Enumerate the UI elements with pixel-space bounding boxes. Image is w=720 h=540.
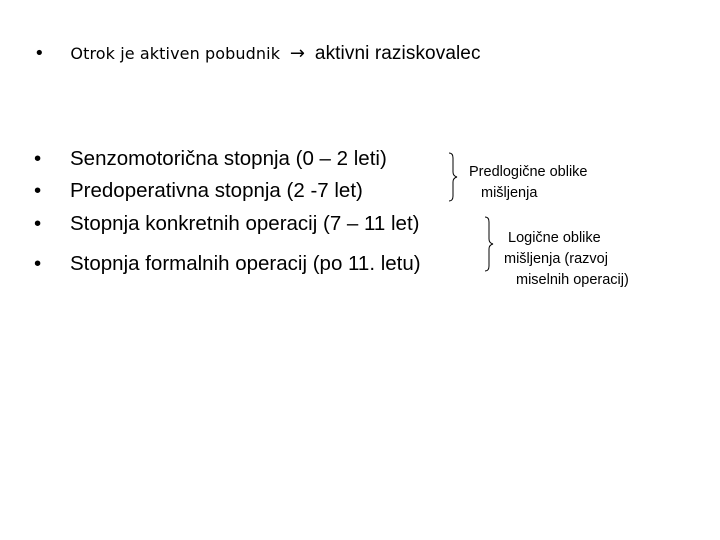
stage-item-sensorimotor [34,147,387,171]
note-logical [504,228,629,291]
stage-text: Predoperativna stopnja (2 -7 let) [70,179,363,202]
note-logical-line1: Logične oblike [508,230,601,246]
stage-bullet: • [34,212,42,235]
stage-item-formal-operations [34,252,421,276]
brace-logical-icon [482,216,496,272]
intro-text-end: aktivni raziskovalec [314,43,481,64]
note-logical-line2: mišljenja (razvoj [504,251,608,267]
stage-bullet: • [34,252,42,275]
note-logical-line3: miselnih operacij) [516,272,629,288]
stage-bullet: • [34,179,42,202]
stage-item-preoperational [34,179,363,203]
right-arrow-icon: → [289,43,306,64]
stage-item-concrete-operations [34,212,419,236]
intro-bullet: • [34,43,45,64]
stage-text: Senzomotorična stopnja (0 – 2 leti) [70,147,387,170]
stage-text: Stopnja konkretnih operacij (7 – 11 let) [70,212,420,235]
note-prelogical-line2: mišljenja [481,185,538,201]
intro-text-start: Otrok je aktiven pobudnik [70,44,281,63]
stage-bullet: • [34,147,42,170]
brace-prelogical-icon [446,152,460,202]
note-prelogical-line1: Predlogične oblike [469,164,588,180]
stage-text: Stopnja formalnih operacij (po 11. letu) [70,252,421,275]
intro-line [34,43,481,65]
note-prelogical [469,162,588,204]
